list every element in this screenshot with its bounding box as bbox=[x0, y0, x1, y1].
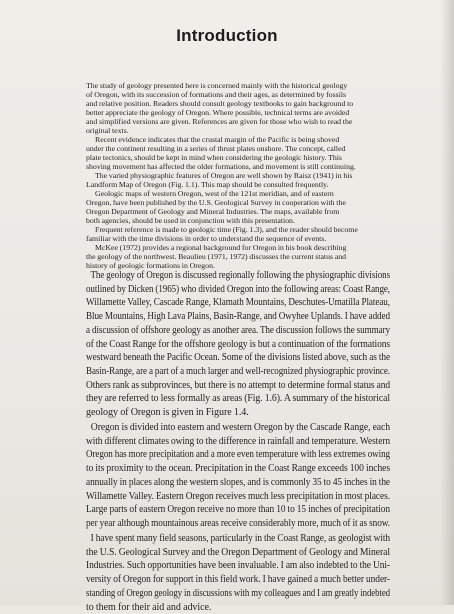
text-line: Oregon has more precipitation and a more even temperature with less extremes owing bbox=[86, 449, 391, 461]
page-title: Introduction bbox=[176, 26, 278, 45]
paragraph bbox=[86, 82, 392, 135]
text-line: Large parts of eastern Oregon receive no more than 10 to 15 inches of precipitation bbox=[86, 504, 391, 516]
text-line: original texts. bbox=[86, 125, 129, 135]
paragraph bbox=[86, 136, 392, 172]
paragraph bbox=[86, 532, 390, 614]
text-line: Willamette Valley, Cascade Range, Klamath Mountains, Deschutes-Umatilla Plateau, bbox=[86, 297, 390, 309]
text-line: plate tectonics, should be kept in mind when considering the geologic history. This bbox=[86, 152, 342, 162]
text-line: The varied physiographic features of Oregon are well shown by Raisz (1941) in his bbox=[95, 171, 353, 180]
text-line: Basin-Range, are a part of a much larger and well-recognized physiographic province. bbox=[86, 365, 390, 377]
text-line: Geologic maps of western Oregon, west of the 121st meridian, and of eastern bbox=[95, 189, 334, 198]
text-line: to them for their aid and advice. bbox=[86, 601, 212, 613]
text-line: Landform Map of Oregon (Fig. 1.1). This map should be consulted frequently. bbox=[86, 179, 329, 189]
text-line: Frequent reference is made to geologic time (Fig. 1.3), and the reader should become bbox=[95, 225, 358, 234]
text-line: I have spent many field seasons, particularly in the Coast Range, as geologist with bbox=[90, 533, 391, 544]
paragraph bbox=[86, 172, 392, 190]
text-line: history of geologic formations in Oregon. bbox=[86, 260, 215, 270]
paragraph bbox=[86, 244, 392, 271]
text-line: Willamette Valley. Eastern Oregon receives much less precipitation in most places. bbox=[86, 490, 391, 502]
text-line: of the Coast Range for the offshore geology is but a continuation of the formations bbox=[86, 338, 390, 350]
text-line: Oregon, have been published by the U.S. Geological Survey in cooperation with the bbox=[86, 197, 346, 207]
text-line: better appreciate the geology of Oregon. Where possible, technical terms are avoided bbox=[86, 107, 350, 117]
text-line: familiar with the time divisions in order to understand the sequence of events. bbox=[86, 233, 327, 243]
text-line: per year although mountainous areas receive considerably more, much of it as snow. bbox=[86, 517, 391, 529]
text-line: Industries. Such opportunities have been invaluable. I am also indebted to the Uni- bbox=[86, 560, 391, 572]
page-edge-shadow bbox=[440, 0, 454, 605]
text-line: the geology of the northwest. Beaulieu (1971, 1972) discusses the current status and bbox=[86, 251, 347, 261]
text-line: with different climates owing to the difference in rainfall and temperature. Western bbox=[86, 435, 391, 447]
text-line: and relative position. Readers should consult geology textbooks to gain background to bbox=[86, 98, 354, 108]
text-line: westward beneath the Pacific Ocean. Some of the divisions listed above, such as the bbox=[86, 352, 390, 364]
text-line: a discussion of offshore geology as another area. The discussion follows the summary bbox=[86, 324, 390, 336]
text-line: Blue Mountains, High Lava Plains, Basin-Range, and Owyhee Uplands. I have added bbox=[86, 311, 390, 323]
paragraph bbox=[86, 421, 390, 531]
text-line: outlined by Dicken (1965) who divided Oregon into the following areas: Coast Range, bbox=[86, 283, 390, 295]
text-line: McKee (1972) provides a regional background for Oregon in his book describing bbox=[95, 243, 347, 252]
text-line: to its proximity to the ocean. Precipitation in the Coast Range exceeds 100 inches bbox=[86, 463, 390, 475]
paragraph bbox=[86, 269, 390, 420]
text-line: Others rank as subprovinces, but there is no attempt to determine formal status and bbox=[86, 379, 391, 391]
text-line: both agencies, should be used in conjunction with this presentation. bbox=[86, 215, 295, 225]
text-line: and simplified versions are given. References are given for those who wish to read the bbox=[86, 116, 353, 126]
text-line: under the continent resulting in a series of thrust plates onshore. The concept, called bbox=[86, 143, 346, 153]
paragraph bbox=[86, 190, 392, 226]
text-line: The study of geology presented here is concerned mainly with the historical geology bbox=[86, 81, 348, 90]
text-line: the U.S. Geological Survey and the Oregon Department of Geology and Mineral bbox=[86, 546, 390, 558]
paragraph bbox=[86, 226, 392, 244]
text-line: Oregon is divided into eastern and western Oregon by the Cascade Range, each bbox=[90, 422, 390, 433]
text-line: shoving movement has affected the older formations, and movement is still continuing. bbox=[86, 161, 356, 171]
text-line: versity of Oregon for support in this field work. I have gained a much better under- bbox=[86, 574, 390, 586]
text-line: of Oregon, with its succession of formations and their ages, as determined by fossils bbox=[86, 89, 347, 99]
text-line: annually in places along the western slopes, and is commonly 35 to 45 inches in the bbox=[86, 476, 391, 488]
text-line: they are referred to less formally as areas (Fig. 1.6). A summary of the historical bbox=[86, 393, 391, 405]
text-line: geology of Oregon is given in Figure 1.4. bbox=[86, 407, 249, 419]
text-line: Recent evidence indicates that the crustal margin of the Pacific is being shoved bbox=[95, 135, 340, 144]
text-line: The geology of Oregon is discussed regionally following the physiographic divisions bbox=[90, 270, 391, 281]
text-line: Oregon Department of Geology and Mineral Industries. The maps, available from bbox=[86, 206, 340, 216]
text-line: standing of Oregon geology in discussions with my colleagues and I am greatly indebted bbox=[86, 587, 390, 599]
